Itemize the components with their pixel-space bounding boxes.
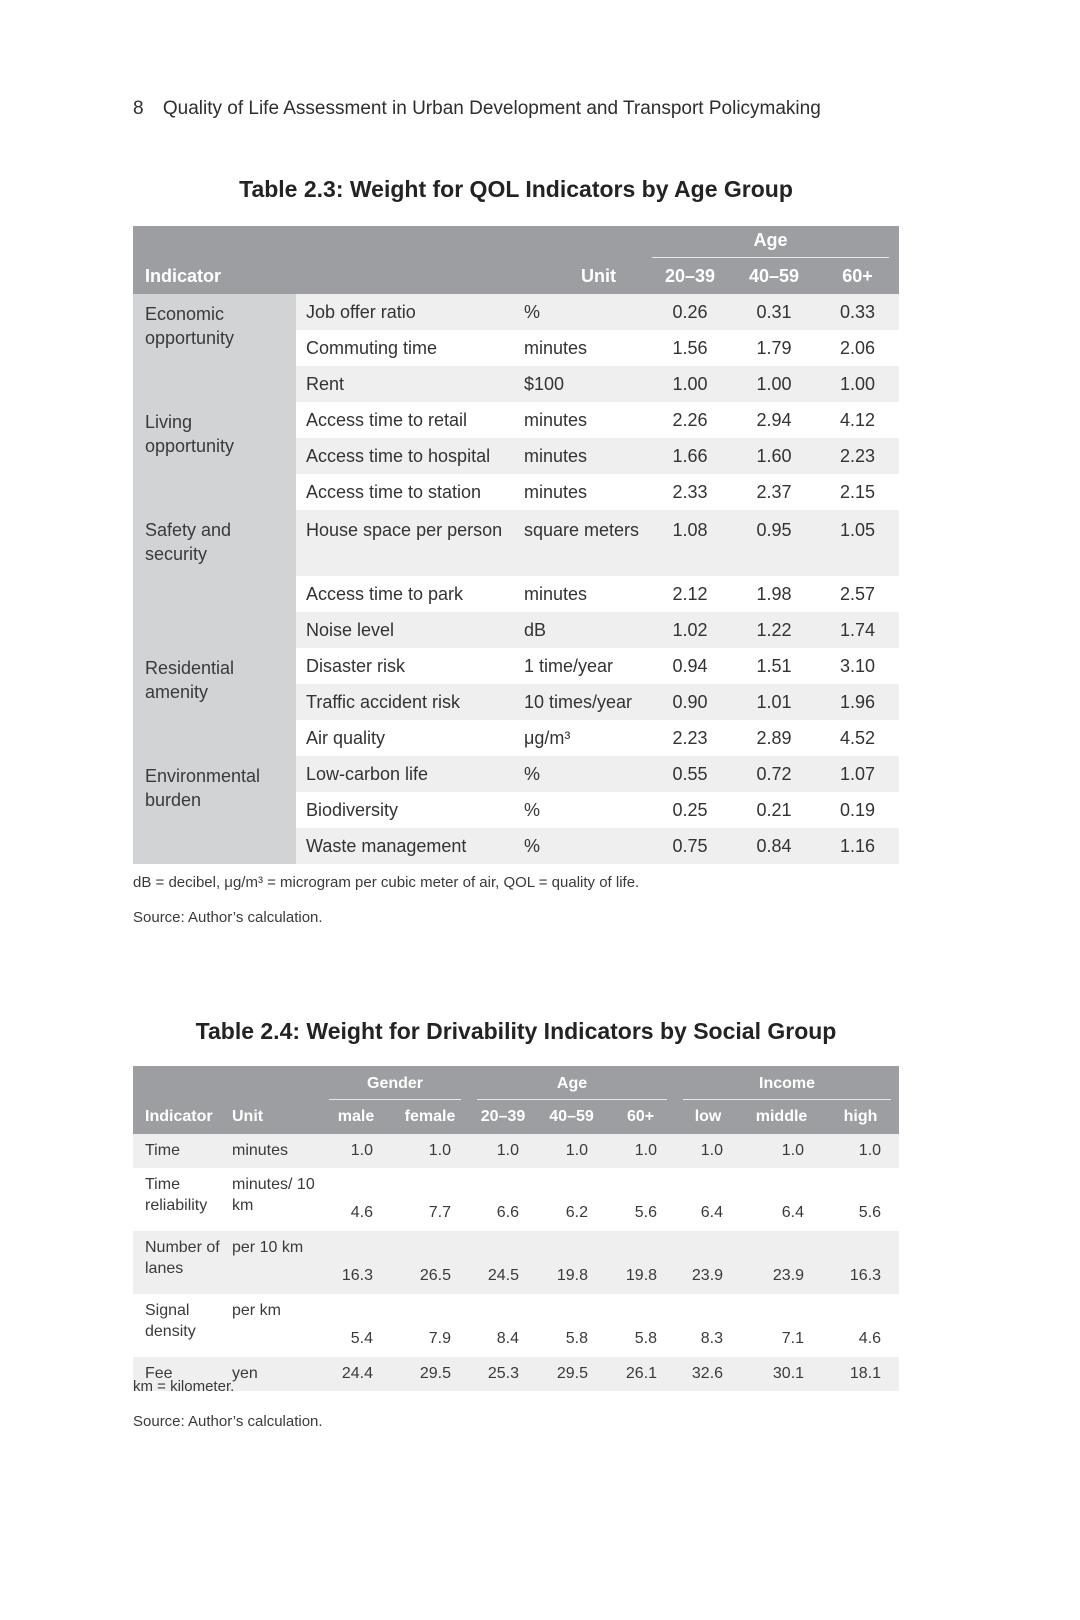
value-cell: 1.0	[537, 1134, 606, 1168]
value-cell: 4.6	[350, 1204, 373, 1221]
value-cell: 1.56	[672, 337, 708, 358]
table-row	[133, 402, 899, 438]
category-cell: Living opportunity	[133, 402, 296, 510]
value-cell: 19.8	[537, 1231, 606, 1294]
age-60-plus-header: 60+	[816, 258, 899, 294]
value-cell: 30.1	[741, 1357, 822, 1391]
value-cell: 0.95	[732, 510, 816, 576]
value-cell: 5.8	[634, 1330, 658, 1347]
value-cell: 1.66	[648, 438, 732, 474]
indicator-cell: Commuting time	[306, 337, 438, 358]
value-cell: 2.06	[839, 337, 876, 358]
value-cell: 2.26	[672, 409, 708, 430]
value-cell: 29.5	[537, 1357, 606, 1391]
unit-cell: %	[514, 294, 648, 330]
indicator-cell: House space per person	[296, 510, 514, 576]
income-middle-header: middle	[741, 1100, 822, 1134]
table-2-3-title: Table 2.3: Weight for QOL Indicators by Age Group	[239, 176, 793, 202]
value-cell: 1.60	[732, 438, 816, 474]
unit-cell: yen	[228, 1357, 321, 1391]
value-cell: 0.90	[648, 684, 732, 720]
table-row	[133, 294, 899, 330]
value-cell: 1.0	[391, 1134, 469, 1168]
indicator-cell: Traffic accident risk	[296, 684, 514, 720]
value-cell: 1.0	[822, 1134, 899, 1168]
value-cell: 2.23	[672, 727, 708, 748]
value-cell: 23.9	[675, 1231, 741, 1294]
value-cell: 29.5	[391, 1357, 469, 1391]
indicator-cell: Time reliability	[145, 1176, 208, 1214]
value-cell: 6.6	[496, 1204, 520, 1221]
unit-cell: minutes	[524, 583, 588, 604]
unit-cell: %	[514, 828, 648, 864]
table-2-3-source: Source: Author’s calculation.	[133, 909, 323, 926]
value-cell: 1.16	[816, 828, 899, 864]
table-row	[133, 1357, 899, 1391]
value-cell: 0.55	[648, 756, 732, 792]
value-cell: 26.5	[391, 1231, 469, 1294]
indicator-cell: Noise level	[296, 612, 514, 648]
indicator-cell: Low-carbon life	[296, 756, 514, 792]
unit-cell: per 10 km	[228, 1231, 321, 1294]
unit-cell: 10 times/year	[514, 684, 648, 720]
unit-cell: μg/m³	[524, 727, 571, 748]
value-cell: 0.72	[732, 756, 816, 792]
value-cell: 4.12	[839, 409, 876, 430]
table-row	[133, 648, 899, 684]
value-cell: 1.0	[606, 1134, 675, 1168]
indicator-cell: Time	[133, 1134, 228, 1168]
value-cell: 5.4	[350, 1330, 373, 1347]
value-cell: 5.8	[565, 1330, 589, 1347]
age-60-plus-header: 60+	[606, 1100, 675, 1134]
table-2-3-note: dB = decibel, μg/m³ = microgram per cubic meter of air, QOL = quality of life.	[133, 874, 640, 891]
income-low-header: low	[675, 1100, 741, 1134]
value-cell: 1.0	[741, 1134, 822, 1168]
value-cell: 24.4	[321, 1357, 391, 1391]
indicator-cell: Job offer ratio	[296, 294, 514, 330]
age-20-39-header: 20–39	[648, 258, 732, 294]
table-row	[133, 1294, 899, 1357]
value-cell: 1.98	[756, 583, 792, 604]
indicator-cell: Rent	[296, 366, 514, 402]
table-row	[133, 1134, 899, 1168]
value-cell: 0.94	[672, 655, 708, 676]
value-cell: 6.2	[565, 1204, 589, 1221]
unit-cell: $100	[514, 366, 648, 402]
unit-cell: dB	[514, 612, 648, 648]
unit-cell: %	[524, 799, 541, 820]
value-cell: 8.3	[700, 1330, 724, 1347]
value-cell: 0.33	[816, 294, 899, 330]
value-cell: 1.74	[816, 612, 899, 648]
unit-cell: square meters	[514, 510, 648, 576]
value-cell: 0.75	[648, 828, 732, 864]
value-cell: 18.1	[822, 1357, 899, 1391]
value-cell: 0.26	[648, 294, 732, 330]
value-cell: 2.33	[672, 481, 708, 502]
unit-cell: %	[514, 756, 648, 792]
value-cell: 5.6	[858, 1204, 882, 1221]
indicator-cell: Biodiversity	[306, 799, 399, 820]
indicator-cell: Number of lanes	[133, 1231, 228, 1294]
female-header: female	[391, 1100, 469, 1134]
age-20-39-header: 20–39	[469, 1100, 537, 1134]
table-2-4-title: Table 2.4: Weight for Drivability Indicators by Social Group	[195, 1018, 837, 1044]
indicator-cell: Disaster risk	[306, 655, 406, 676]
value-cell: 8.4	[496, 1330, 520, 1347]
running-header	[133, 98, 821, 120]
category-cell: Residential amenity	[133, 648, 296, 756]
value-cell: 3.10	[839, 655, 876, 676]
age-40-59-header: 40–59	[732, 258, 816, 294]
value-cell: 0.21	[756, 799, 792, 820]
age-group-header: Age	[469, 1066, 675, 1100]
value-cell: 0.84	[732, 828, 816, 864]
indicator-cell: Access time to station	[306, 481, 482, 502]
value-cell: 2.23	[816, 438, 899, 474]
indicator-cell: Signal density	[145, 1302, 196, 1340]
drivability-weights-table	[133, 1066, 899, 1391]
value-cell: 2.89	[756, 727, 792, 748]
table-row	[133, 510, 899, 576]
value-cell: 1.08	[648, 510, 732, 576]
unit-cell: per km	[232, 1302, 281, 1319]
value-cell: 25.3	[469, 1357, 537, 1391]
value-cell: 16.3	[321, 1231, 391, 1294]
unit-cell: minutes	[524, 481, 588, 502]
qol-weights-table	[133, 226, 899, 864]
indicator-header: Indicator	[133, 258, 514, 294]
value-cell: 24.5	[469, 1231, 537, 1294]
male-header: male	[321, 1100, 391, 1134]
table-2-4-source: Source: Author’s calculation.	[133, 1413, 323, 1430]
value-cell: 1.0	[321, 1134, 391, 1168]
indicator-cell: Waste management	[296, 828, 514, 864]
value-cell: 7.9	[428, 1330, 452, 1347]
value-cell: 2.57	[839, 583, 876, 604]
indicator-cell: Fee	[133, 1357, 228, 1391]
gender-group-header: Gender	[321, 1066, 469, 1100]
value-cell: 1.07	[816, 756, 899, 792]
category-cell: Safety and security	[133, 510, 296, 648]
table-row	[133, 1231, 899, 1294]
value-cell: 2.12	[672, 583, 708, 604]
value-cell: 1.01	[732, 684, 816, 720]
value-cell: 6.4	[700, 1204, 724, 1221]
page-number: 8	[133, 98, 144, 119]
value-cell: 1.05	[816, 510, 899, 576]
unit-cell: minutes	[524, 337, 588, 358]
value-cell: 2.15	[839, 481, 876, 502]
value-cell: 1.51	[756, 655, 792, 676]
running-title: Quality of Life Assessment in Urban Development and Transport Policymaking	[162, 98, 821, 119]
value-cell: 23.9	[741, 1231, 822, 1294]
indicator-header: Indicator	[133, 1100, 228, 1134]
table-2-4-note: km = kilometer.	[133, 1378, 235, 1395]
category-cell: Environmental burden	[133, 756, 296, 864]
table-row	[133, 756, 899, 792]
unit-cell: 1 time/year	[524, 655, 614, 676]
value-cell: 1.22	[732, 612, 816, 648]
indicator-cell: Access time to hospital	[296, 438, 514, 474]
unit-cell: minutes	[514, 438, 648, 474]
unit-cell: minutes	[228, 1134, 321, 1168]
value-cell: 5.6	[634, 1204, 658, 1221]
unit-header: Unit	[228, 1100, 321, 1134]
value-cell: 0.31	[732, 294, 816, 330]
age-40-59-header: 40–59	[537, 1100, 606, 1134]
indicator-cell: Access time to retail	[306, 409, 468, 430]
value-cell: 1.00	[648, 366, 732, 402]
value-cell: 26.1	[606, 1357, 675, 1391]
unit-header: Unit	[514, 258, 648, 294]
value-cell: 1.0	[675, 1134, 741, 1168]
value-cell: 0.19	[839, 799, 876, 820]
value-cell: 1.02	[648, 612, 732, 648]
value-cell: 1.79	[756, 337, 792, 358]
value-cell: 19.8	[606, 1231, 675, 1294]
value-cell: 1.00	[816, 366, 899, 402]
value-cell: 1.96	[816, 684, 899, 720]
value-cell: 6.4	[781, 1204, 805, 1221]
value-cell: 4.6	[858, 1330, 882, 1347]
value-cell: 7.1	[781, 1330, 805, 1347]
value-cell: 16.3	[822, 1231, 899, 1294]
value-cell: 1.0	[469, 1134, 537, 1168]
indicator-cell: Air quality	[306, 727, 386, 748]
value-cell: 4.52	[839, 727, 876, 748]
category-cell: Economic opportunity	[133, 294, 296, 402]
indicator-cell: Access time to park	[306, 583, 464, 604]
value-cell: 0.25	[672, 799, 708, 820]
unit-cell: minutes	[524, 409, 588, 430]
value-cell: 2.37	[756, 481, 792, 502]
value-cell: 1.00	[732, 366, 816, 402]
unit-cell: minutes/ 10 km	[232, 1176, 315, 1214]
age-group-header: Age	[648, 226, 899, 258]
income-high-header: high	[822, 1100, 899, 1134]
table-row	[133, 1168, 899, 1231]
value-cell: 7.7	[428, 1204, 452, 1221]
value-cell: 32.6	[675, 1357, 741, 1391]
value-cell: 2.94	[756, 409, 792, 430]
income-group-header: Income	[675, 1066, 899, 1100]
